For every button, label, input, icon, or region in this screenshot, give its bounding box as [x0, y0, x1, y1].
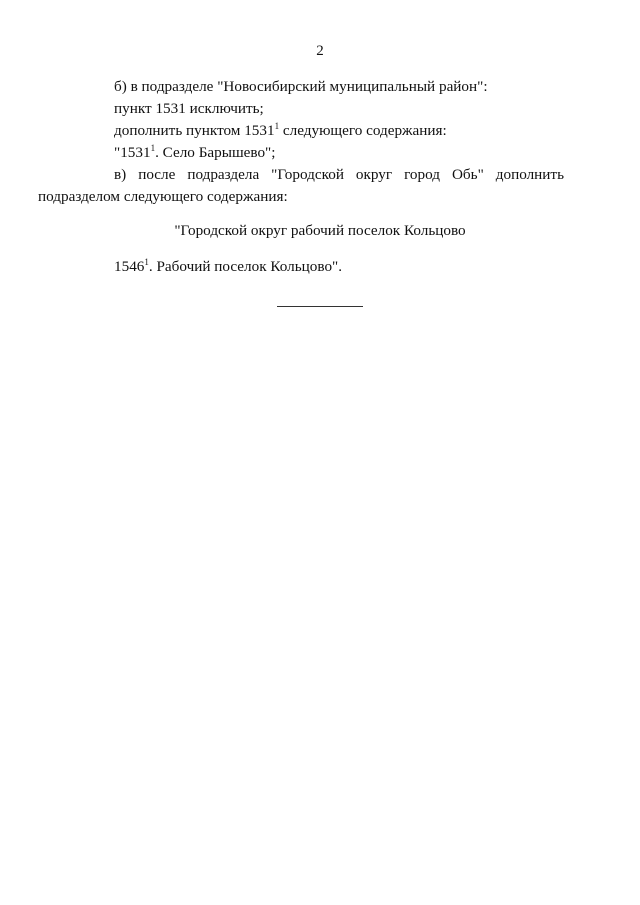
subsection-heading [76, 220, 564, 242]
paragraph-text: "1531 [114, 144, 151, 161]
paragraph-new-item [76, 256, 564, 278]
paragraph-subsection-b [76, 76, 564, 98]
paragraph-text: пункт 1531 исключить; [114, 100, 264, 117]
superscript: 1 [274, 121, 280, 131]
paragraph-text-tail: следующего содержания: [279, 122, 447, 139]
paragraph-exclude-item [76, 98, 564, 120]
paragraph-line-1: в) после подраздела "Городской округ город Обь" дополнить [114, 166, 564, 183]
paragraph-add-item [76, 120, 564, 142]
superscript: 1 [144, 257, 149, 267]
paragraph-quoted-item [76, 142, 564, 164]
paragraph-text-tail: . Село Барышево"; [155, 144, 276, 161]
paragraph-text: б) в подразделе "Новосибирский муниципальный район": [114, 78, 488, 95]
item-text: 1546 [114, 258, 145, 275]
document-body [38, 76, 564, 278]
end-divider-line [277, 306, 363, 307]
heading-text: "Городской округ рабочий поселок Кольцово [174, 222, 466, 239]
paragraph-text: дополнить пунктом 1531 [114, 122, 275, 139]
superscript: 1 [150, 143, 156, 153]
item-text-tail: . Рабочий поселок Кольцово". [148, 258, 343, 275]
page-number: 2 [316, 43, 324, 59]
paragraph-line-2: подразделом следующего содержания: [38, 188, 288, 205]
paragraph-subsection-v [38, 164, 564, 208]
